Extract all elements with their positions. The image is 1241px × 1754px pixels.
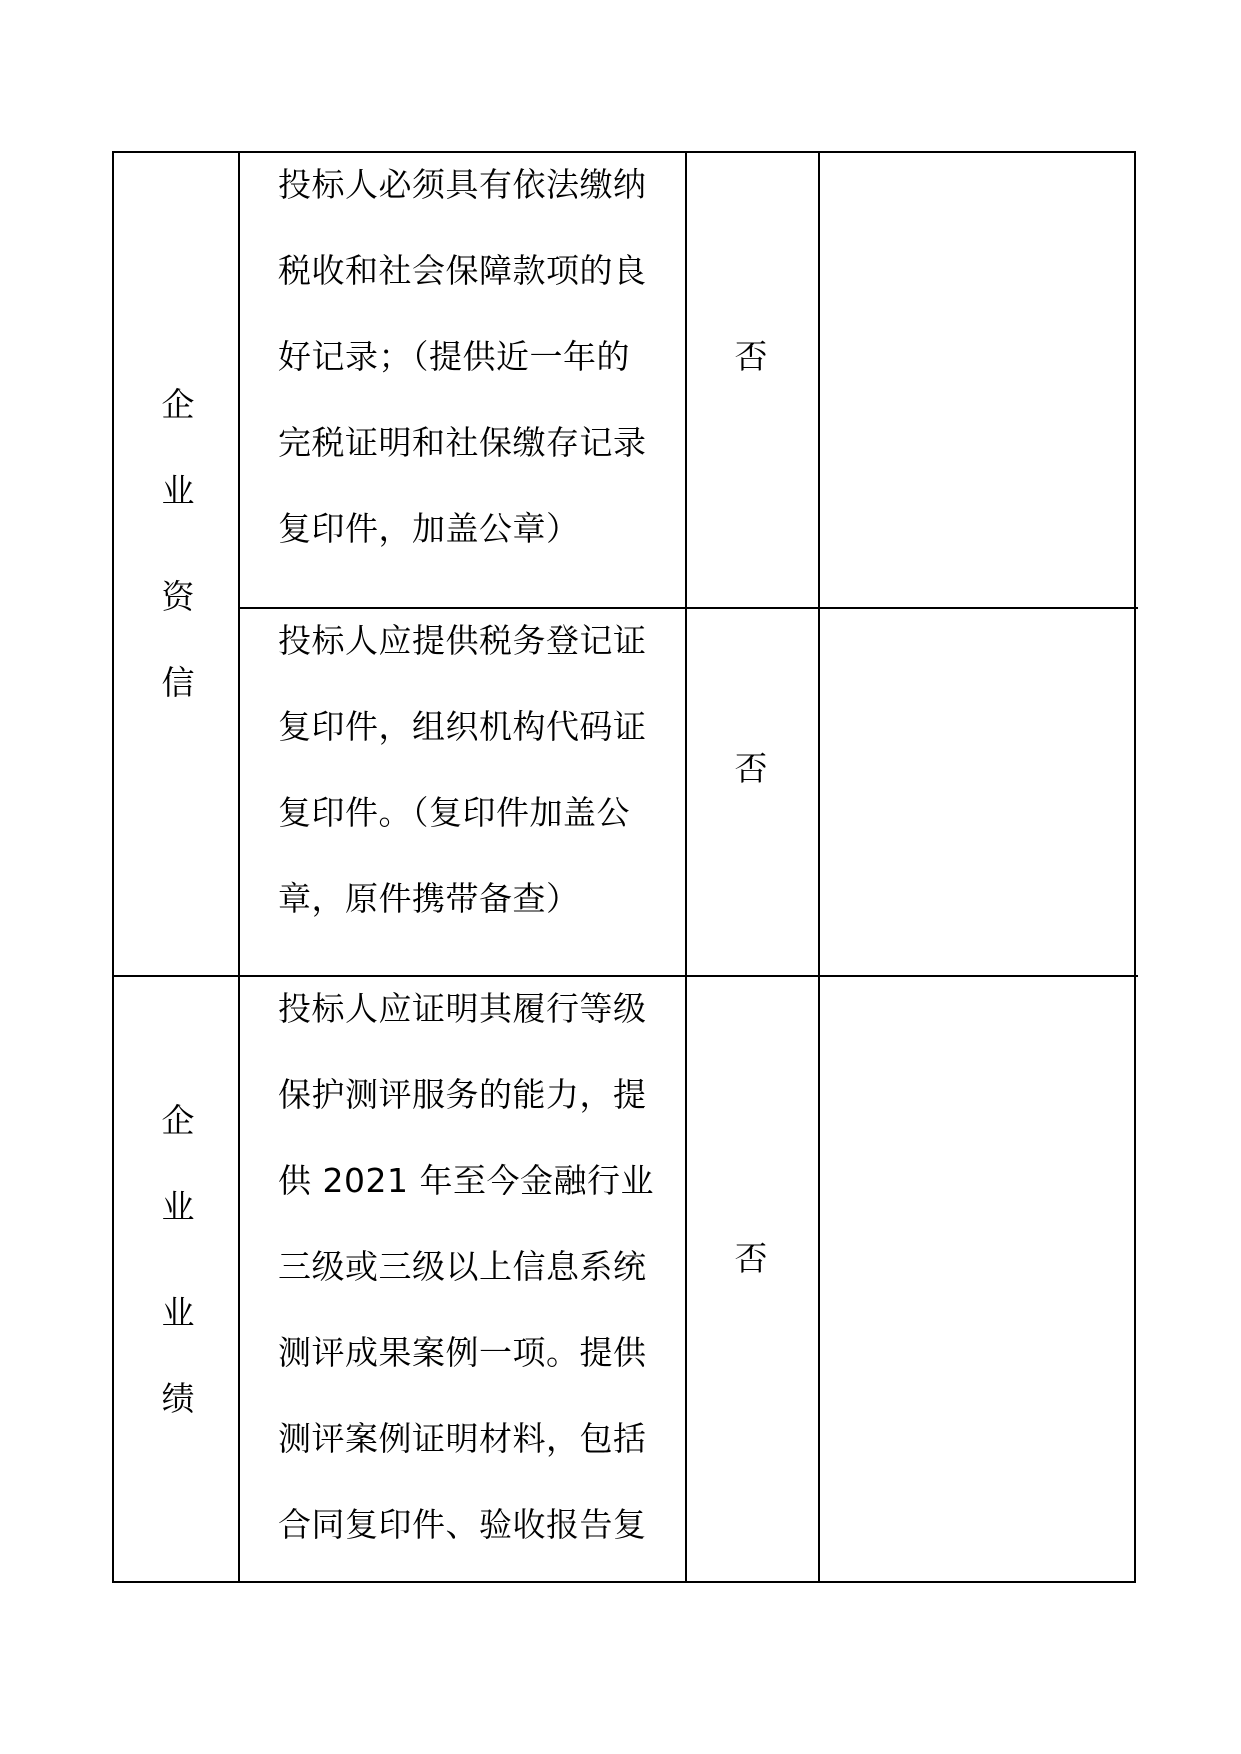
category-char: 企 <box>161 385 195 424</box>
requirement-line: 好记录；（提供近一年的 <box>278 337 630 376</box>
requirement-line: 复印件，加盖公章） <box>278 509 580 548</box>
requirement-line: 供 2021 年至今金融行业 <box>278 1161 654 1200</box>
category-char: 信 <box>161 663 195 702</box>
requirement-line: 保护测评服务的能力，提 <box>278 1075 647 1114</box>
row-divider <box>114 975 1138 977</box>
column-divider <box>238 153 240 1581</box>
requirement-line: 复印件，组织机构代码证 <box>278 707 647 746</box>
flag-value: 否 <box>734 749 768 788</box>
requirement-line: 章，原件携带备查） <box>278 879 580 918</box>
column-divider <box>685 153 687 1581</box>
requirement-line: 完税证明和社保缴存记录 <box>278 423 647 462</box>
requirement-line: 合同复印件、验收报告复 <box>278 1505 647 1544</box>
category-char: 业 <box>161 1293 195 1332</box>
requirement-line: 测评案例证明材料，包括 <box>278 1419 647 1458</box>
requirement-line: 测评成果案例一项。提供 <box>278 1333 647 1372</box>
requirement-line: 投标人应提供税务登记证 <box>278 621 647 660</box>
category-char: 业 <box>161 471 195 510</box>
requirement-line: 投标人必须具有依法缴纳 <box>278 165 647 204</box>
column-divider <box>818 153 820 1581</box>
flag-value: 否 <box>734 337 768 376</box>
category-char: 资 <box>161 577 195 616</box>
requirement-line: 税收和社会保障款项的良 <box>278 251 647 290</box>
category-char: 绩 <box>161 1379 195 1418</box>
requirement-line: 复印件。（复印件加盖公 <box>278 793 630 832</box>
requirement-line: 投标人应证明其履行等级 <box>278 989 647 1028</box>
flag-value: 否 <box>734 1239 768 1278</box>
requirement-line: 三级或三级以上信息系统 <box>278 1247 647 1286</box>
category-char: 企 <box>161 1101 195 1140</box>
qualification-table <box>112 151 1136 1583</box>
category-char: 业 <box>161 1187 195 1226</box>
row-divider <box>238 607 1138 609</box>
